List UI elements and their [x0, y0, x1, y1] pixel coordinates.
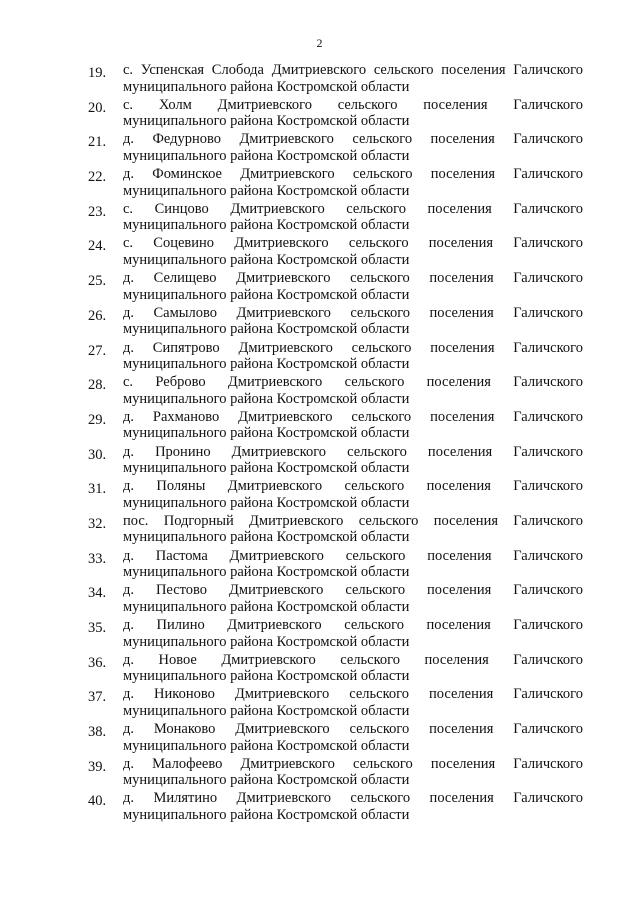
item-text-line2: муниципального района Костромской области: [123, 147, 410, 164]
item-text: [123, 409, 583, 442]
list-item: [0, 409, 639, 444]
item-text: [123, 790, 583, 823]
list-item: [0, 686, 639, 721]
item-number: 29.: [88, 411, 107, 428]
item-text: [123, 97, 583, 130]
item-number: 40.: [88, 793, 107, 810]
list-item: [0, 201, 639, 236]
list-item: [0, 513, 639, 548]
item-text-line2: муниципального района Костромской области: [123, 772, 410, 789]
item-text: [123, 270, 583, 303]
item-text-line2: муниципального района Костромской области: [123, 425, 410, 442]
item-text-line2: муниципального района Костромской области: [123, 633, 410, 650]
item-text-line1: с. Синцово Дмитриевского сельского поселения Галичского: [123, 200, 583, 217]
item-number: 20.: [88, 99, 107, 116]
item-text-line2: муниципального района Костромской области: [123, 494, 410, 511]
item-text: [123, 305, 583, 338]
item-number: 38.: [88, 724, 107, 741]
item-text-line1: д. Новое Дмитриевского сельского поселения Галичского: [123, 651, 583, 668]
item-text: [123, 166, 583, 199]
item-number: 27.: [88, 342, 107, 359]
item-text: [123, 62, 583, 95]
item-number: 24.: [88, 238, 107, 255]
item-text: [123, 478, 583, 511]
item-text-line2: муниципального района Костромской области: [123, 251, 410, 268]
item-text: [123, 513, 583, 546]
item-text-line1: д. Пастома Дмитриевского сельского поселения Галичского: [123, 547, 583, 564]
item-text: [123, 340, 583, 373]
item-number: 37.: [88, 689, 107, 706]
item-text-line2: муниципального района Костромской области: [123, 529, 410, 546]
item-number: 25.: [88, 273, 107, 290]
item-text: [123, 652, 583, 685]
list-item: [0, 652, 639, 687]
item-text-line1: д. Федурново Дмитриевского сельского поселения Галичского: [123, 131, 583, 148]
item-text-line2: муниципального района Костромской области: [123, 390, 410, 407]
list-item: [0, 305, 639, 340]
item-text-line2: муниципального района Костромской области: [123, 321, 410, 338]
item-number: 32.: [88, 515, 107, 532]
item-text-line1: д. Фоминское Дмитриевского сельского поселения Галичского: [123, 166, 583, 183]
item-text-line1: д. Сипятрово Дмитриевского сельского поселения Галичского: [123, 339, 583, 356]
item-number: 21.: [88, 134, 107, 151]
item-text-line2: муниципального района Костромской области: [123, 286, 410, 303]
list-item: [0, 478, 639, 513]
item-text-line1: д. Малофеево Дмитриевского сельского поселения Галичского: [123, 755, 583, 772]
item-number: 19.: [88, 65, 107, 81]
item-text: [123, 617, 583, 650]
item-text: [123, 548, 583, 581]
list-item: [0, 270, 639, 305]
item-number: 35.: [88, 620, 107, 636]
list-item: [0, 721, 639, 756]
item-number: 26.: [88, 307, 107, 324]
list-item: [0, 444, 639, 479]
item-text-line2: муниципального района Костромской области: [123, 737, 410, 754]
item-text-line1: д. Никоново Дмитриевского сельского поселения Галичского: [123, 686, 583, 703]
list-item: [0, 790, 639, 825]
list-item: [0, 582, 639, 617]
item-text-line1: д. Самылово Дмитриевского сельского поселения Галичского: [123, 304, 583, 321]
item-number: 33.: [88, 550, 107, 567]
item-text-line1: с. Холм Дмитриевского сельского поселения Галичского: [123, 96, 583, 113]
item-number: 39.: [88, 758, 107, 775]
item-text: [123, 235, 583, 268]
item-text-line2: муниципального района Костромской области: [123, 564, 410, 581]
item-text: [123, 201, 583, 234]
item-number: 34.: [88, 585, 107, 602]
list-item: [0, 97, 639, 132]
item-text-line1: с. Соцевино Дмитриевского сельского поселения Галичского: [123, 235, 583, 252]
item-text-line1: с. Успенская Слобода Дмитриевского сельского поселения Галичского: [123, 62, 583, 78]
item-text-line2: муниципального района Костромской области: [123, 217, 410, 234]
item-number: 30.: [88, 446, 107, 463]
item-text-line1: с. Реброво Дмитриевского сельского поселения Галичского: [123, 374, 583, 391]
list-item: [0, 62, 639, 97]
list-item: [0, 235, 639, 270]
item-text-line1: д. Селищево Дмитриевского сельского поселения Галичского: [123, 270, 583, 287]
item-number: 23.: [88, 203, 107, 220]
list-item: [0, 617, 639, 652]
item-text-line1: д. Пронино Дмитриевского сельского поселения Галичского: [123, 443, 583, 460]
item-text-line2: муниципального района Костромской области: [123, 460, 410, 477]
settlement-list: [0, 62, 639, 825]
item-text-line1: д. Милятино Дмитриевского сельского поселения Галичского: [123, 790, 583, 807]
item-text-line1: д. Пестово Дмитриевского сельского поселения Галичского: [123, 582, 583, 599]
item-text-line2: муниципального района Костромской области: [123, 598, 410, 615]
item-text-line2: муниципального района Костромской области: [123, 668, 410, 685]
item-text: [123, 131, 583, 164]
item-text: [123, 721, 583, 754]
list-item: [0, 131, 639, 166]
item-number: 22.: [88, 169, 107, 186]
item-number: 28.: [88, 377, 107, 394]
item-number: 31.: [88, 481, 107, 498]
item-text: [123, 444, 583, 477]
item-text-line2: муниципального района Костромской области: [123, 182, 410, 199]
item-text-line2: муниципального района Костромской области: [123, 113, 410, 130]
item-text: [123, 686, 583, 719]
item-text-line1: д. Рахманово Дмитриевского сельского поселения Галичского: [123, 408, 583, 425]
list-item: [0, 166, 639, 201]
item-text-line2: муниципального района Костромской области: [123, 356, 410, 372]
item-text: [123, 756, 583, 789]
list-item: [0, 548, 639, 583]
item-text-line2: муниципального района Костромской области: [123, 806, 410, 823]
item-number: 36.: [88, 654, 107, 671]
item-text: [123, 582, 583, 615]
page-number: 2: [316, 36, 323, 50]
item-text-line2: муниципального района Костромской области: [123, 702, 410, 719]
list-item: [0, 374, 639, 409]
item-text: [123, 374, 583, 407]
item-text-line2: муниципального района Костромской области: [123, 78, 410, 95]
item-text-line1: пос. Подгорный Дмитриевского сельского поселения Галичского: [123, 512, 583, 529]
item-text-line1: д. Пилино Дмитриевского сельского поселения Галичского: [123, 617, 583, 633]
list-item: [0, 756, 639, 791]
list-item: [0, 340, 639, 375]
item-text-line1: д. Поляны Дмитриевского сельского поселения Галичского: [123, 478, 583, 495]
item-text-line1: д. Монаково Дмитриевского сельского поселения Галичского: [123, 721, 583, 738]
